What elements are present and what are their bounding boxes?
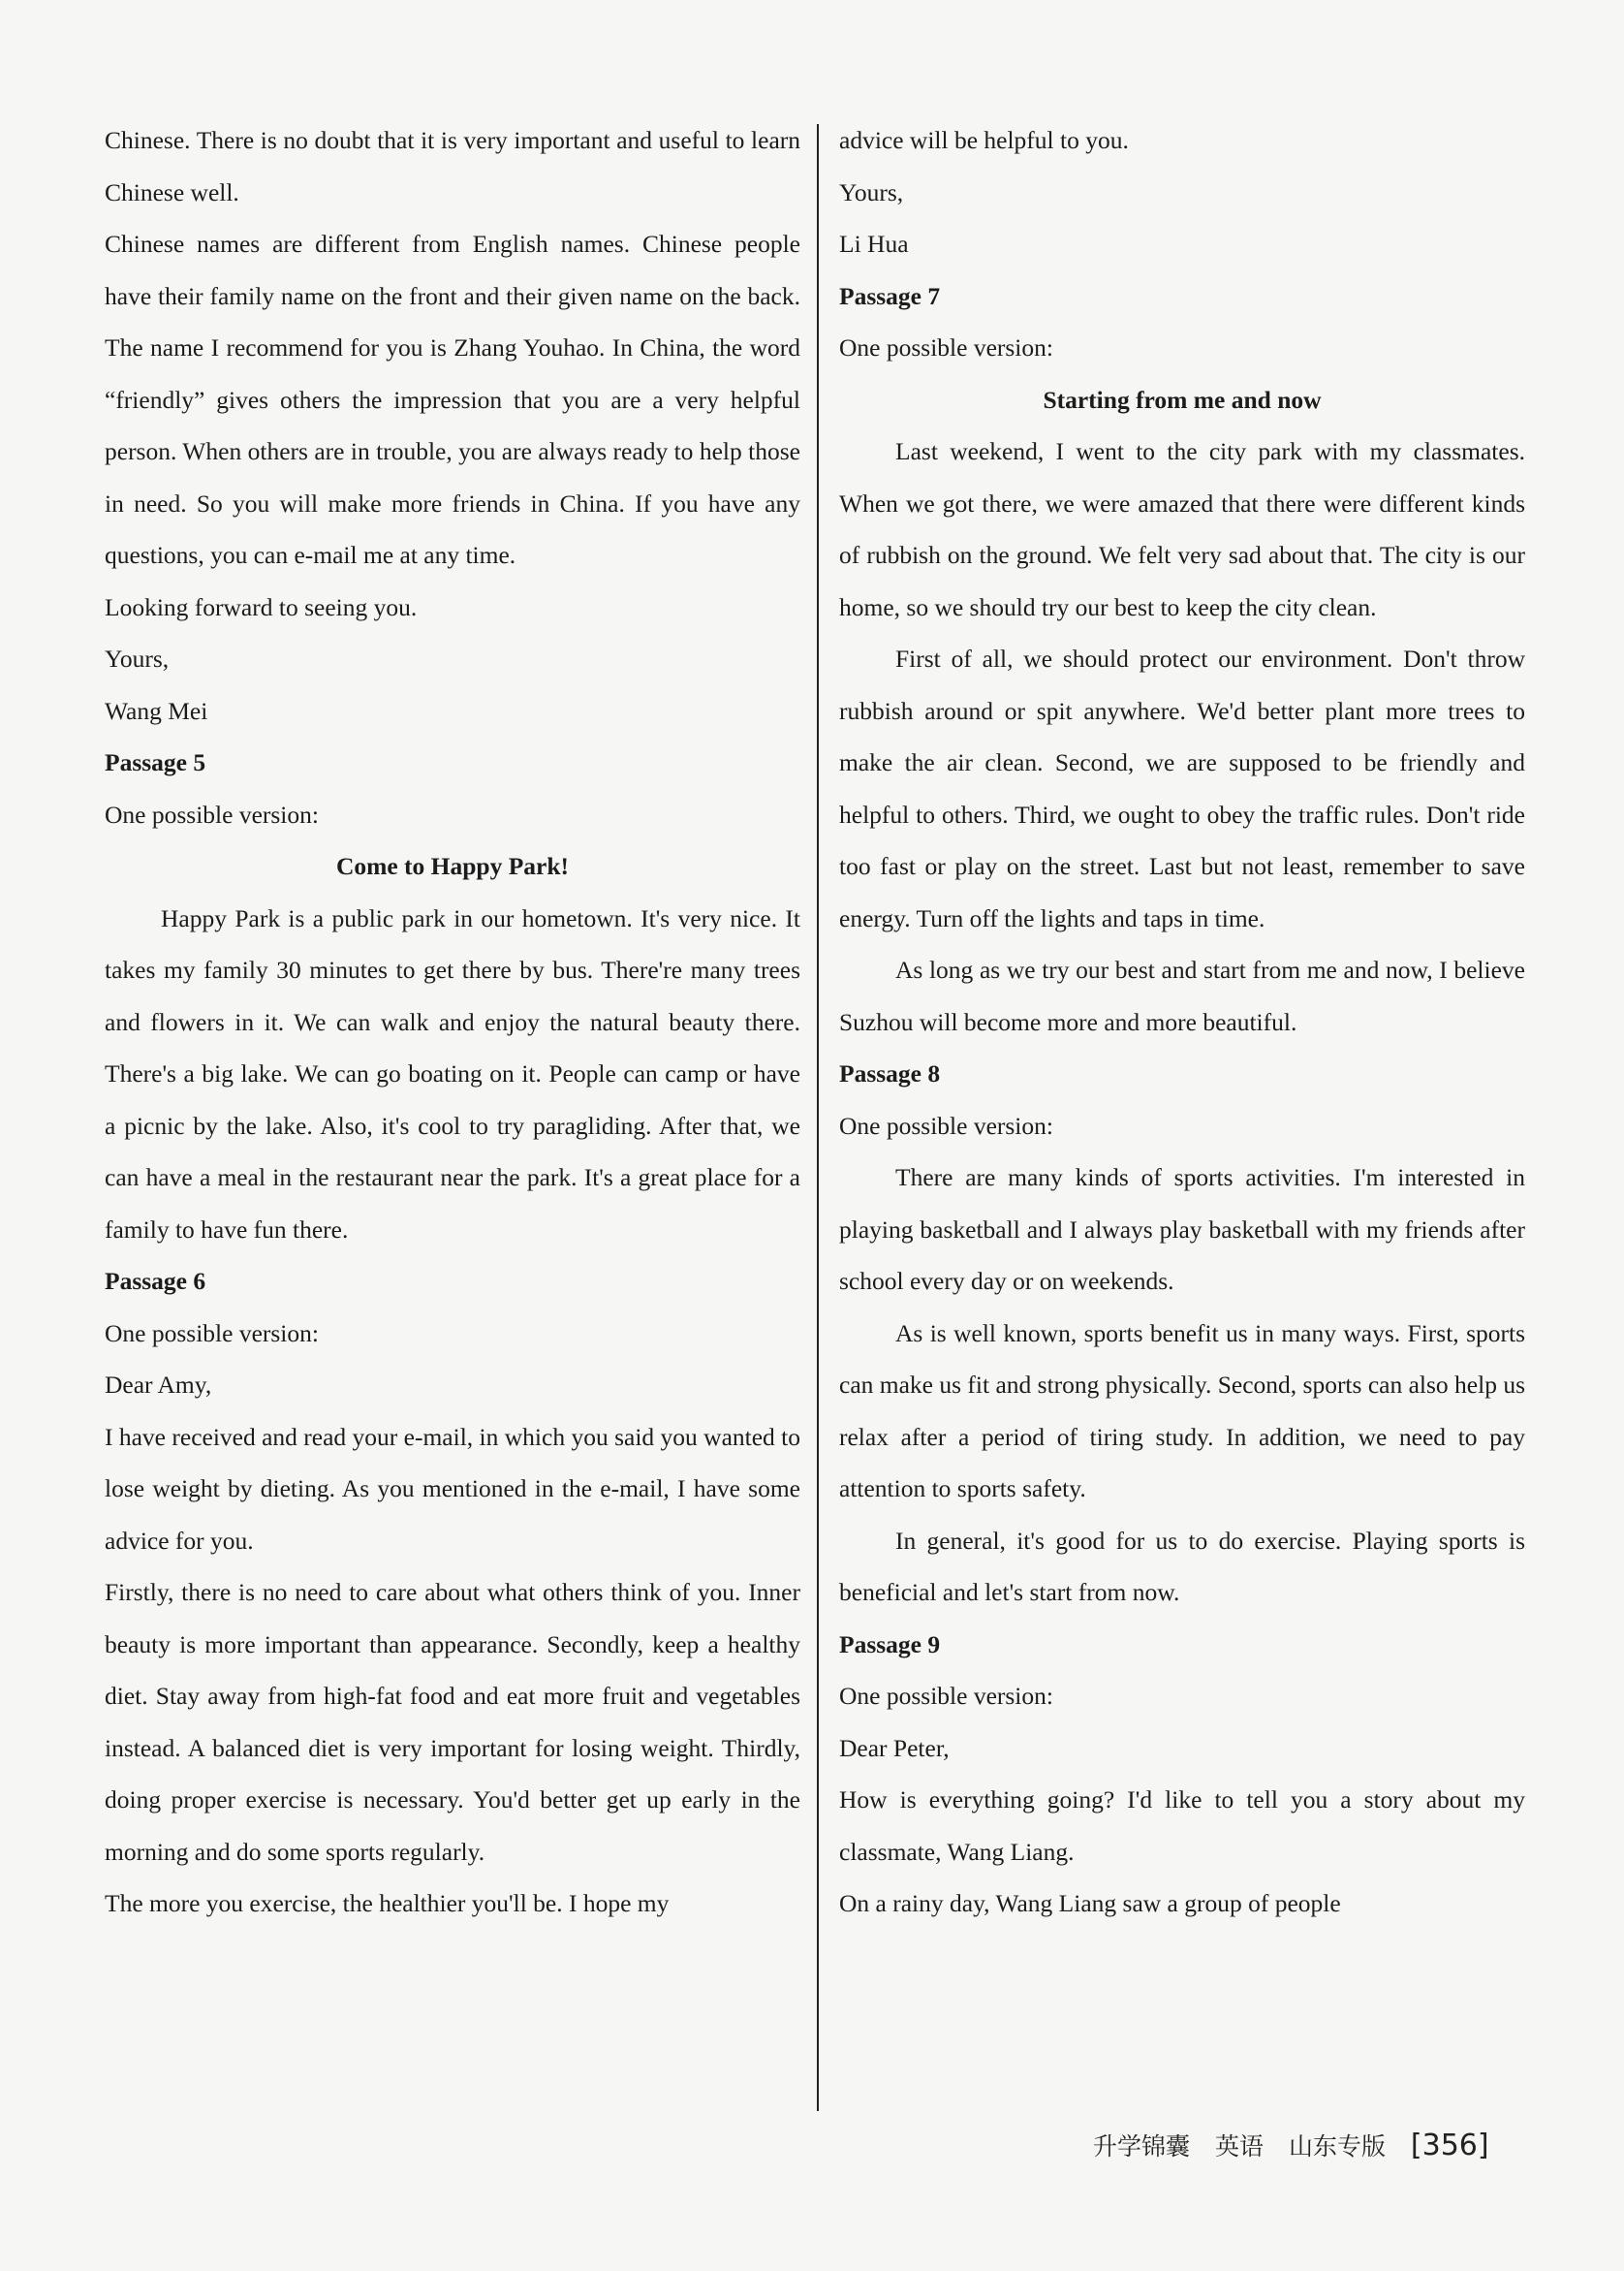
paragraph: On a rainy day, Wang Liang saw a group of people: [839, 1889, 1341, 1917]
footer-edition: 山东专版: [1288, 2132, 1386, 2161]
sign-off: Yours,: [105, 645, 170, 673]
closing-line: Looking forward to seeing you.: [105, 592, 418, 621]
passage-heading: Passage 5: [105, 748, 206, 776]
version-label: One possible version:: [839, 333, 1053, 362]
version-label: One possible version:: [105, 800, 319, 829]
paragraph: Happy Park is a public park in our hometown. It's very nice. It takes my family 30 minutes to get there by bus. There're many trees and flowers in it. We can walk and enjoy the natural beauty there. There's a big lake. We can go boating on it. People can camp or have a picnic by the lake. Also, it's cool to try paragliding. After that, we can have a meal in the restaurant near the park. It's a great place for a family to have fun there.: [105, 903, 800, 1244]
salutation: Dear Amy,: [105, 1371, 212, 1399]
paragraph: There are many kinds of sports activities. I'm interested in playing basketball and I always play basketball with my friends after school every day or on weekends.: [839, 1163, 1525, 1295]
passage-heading: Passage 8: [839, 1059, 941, 1088]
paragraph: Chinese names are different from English names. Chinese people have their family name on the front and their given name on the back. The name I recommend for you is Zhang Youhao. In China, the word “friendly” gives others the impression that you are a very helpful person. When others are in trouble, you are always ready to help those in need. So you will make more friends in China. If you have any questions, you can e-mail me at any time.: [105, 230, 800, 569]
page-footer: [1093, 2128, 1489, 2162]
paragraph: As long as we try our best and start from me and now, I believe Suzhou will become more and more beautiful.: [839, 956, 1525, 1036]
essay-title: Come to Happy Park!: [335, 852, 570, 880]
signature-name: Li Hua: [839, 230, 909, 258]
right-column: [839, 114, 1525, 1930]
paragraph: The more you exercise, the healthier you'll be. I hope my: [105, 1889, 670, 1917]
passage-heading: Passage 7: [839, 281, 941, 310]
paragraph: In general, it's good for us to do exercise. Playing sports is beneficial and let's start from now.: [839, 1526, 1525, 1606]
paragraph: First of all, we should protect our environment. Don't throw rubbish around or spit anywhere. We'd better plant more trees to make the air clean. Second, we are supposed to be friendly and helpful to others. Third, we ought to obey the traffic rules. Don't ride too fast or play on the street. Last but not least, remember to save energy. Turn off the lights and taps in time.: [839, 645, 1525, 932]
version-label: One possible version:: [105, 1318, 319, 1347]
paragraph: Last weekend, I went to the city park with my classmates. When we got there, we were amazed that there were different kinds of rubbish on the ground. We felt very sad about that. The city is our home, so we should try our best to keep the city clean.: [839, 437, 1525, 621]
signature-name: Wang Mei: [105, 696, 208, 725]
paragraph: Chinese. There is no doubt that it is very important and useful to learn Chinese well.: [105, 126, 800, 206]
footer-book-title: 升学锦囊: [1093, 2132, 1191, 2161]
paragraph: Firstly, there is no need to care about what others think of you. Inner beauty is more important than appearance. Secondly, keep a healthy diet. Stay away from high-fat food and eat more fruit and vegetables instead. A balanced diet is very important for losing weight. Thirdly, doing proper exercise is necessary. You'd better get up early in the morning and do some sports regularly.: [105, 1578, 800, 1866]
version-label: One possible version:: [839, 1111, 1053, 1140]
paragraph: advice will be helpful to you.: [839, 126, 1129, 154]
page-number: [356]: [1410, 2129, 1489, 2162]
passage-heading: Passage 6: [105, 1267, 206, 1295]
footer-subject: 英语: [1214, 2132, 1264, 2161]
paragraph: How is everything going? I'd like to tell you a story about my classmate, Wang Liang.: [839, 1785, 1525, 1866]
left-column: [105, 114, 800, 1930]
essay-title: Starting from me and now: [1043, 385, 1322, 414]
version-label: One possible version:: [839, 1682, 1053, 1710]
paragraph: I have received and read your e-mail, in which you said you wanted to lose weight by dieting. As you mentioned in the e-mail, I have some advice for you.: [105, 1422, 800, 1555]
salutation: Dear Peter,: [839, 1733, 950, 1762]
passage-heading: Passage 9: [839, 1629, 941, 1658]
paragraph: As is well known, sports benefit us in many ways. First, sports can make us fit and strong physically. Second, sports can also help us relax after a period of tiring study. In addition, we need to pay attention to sports safety.: [839, 1318, 1525, 1502]
sign-off: Yours,: [839, 177, 904, 206]
column-divider: [817, 124, 819, 2111]
